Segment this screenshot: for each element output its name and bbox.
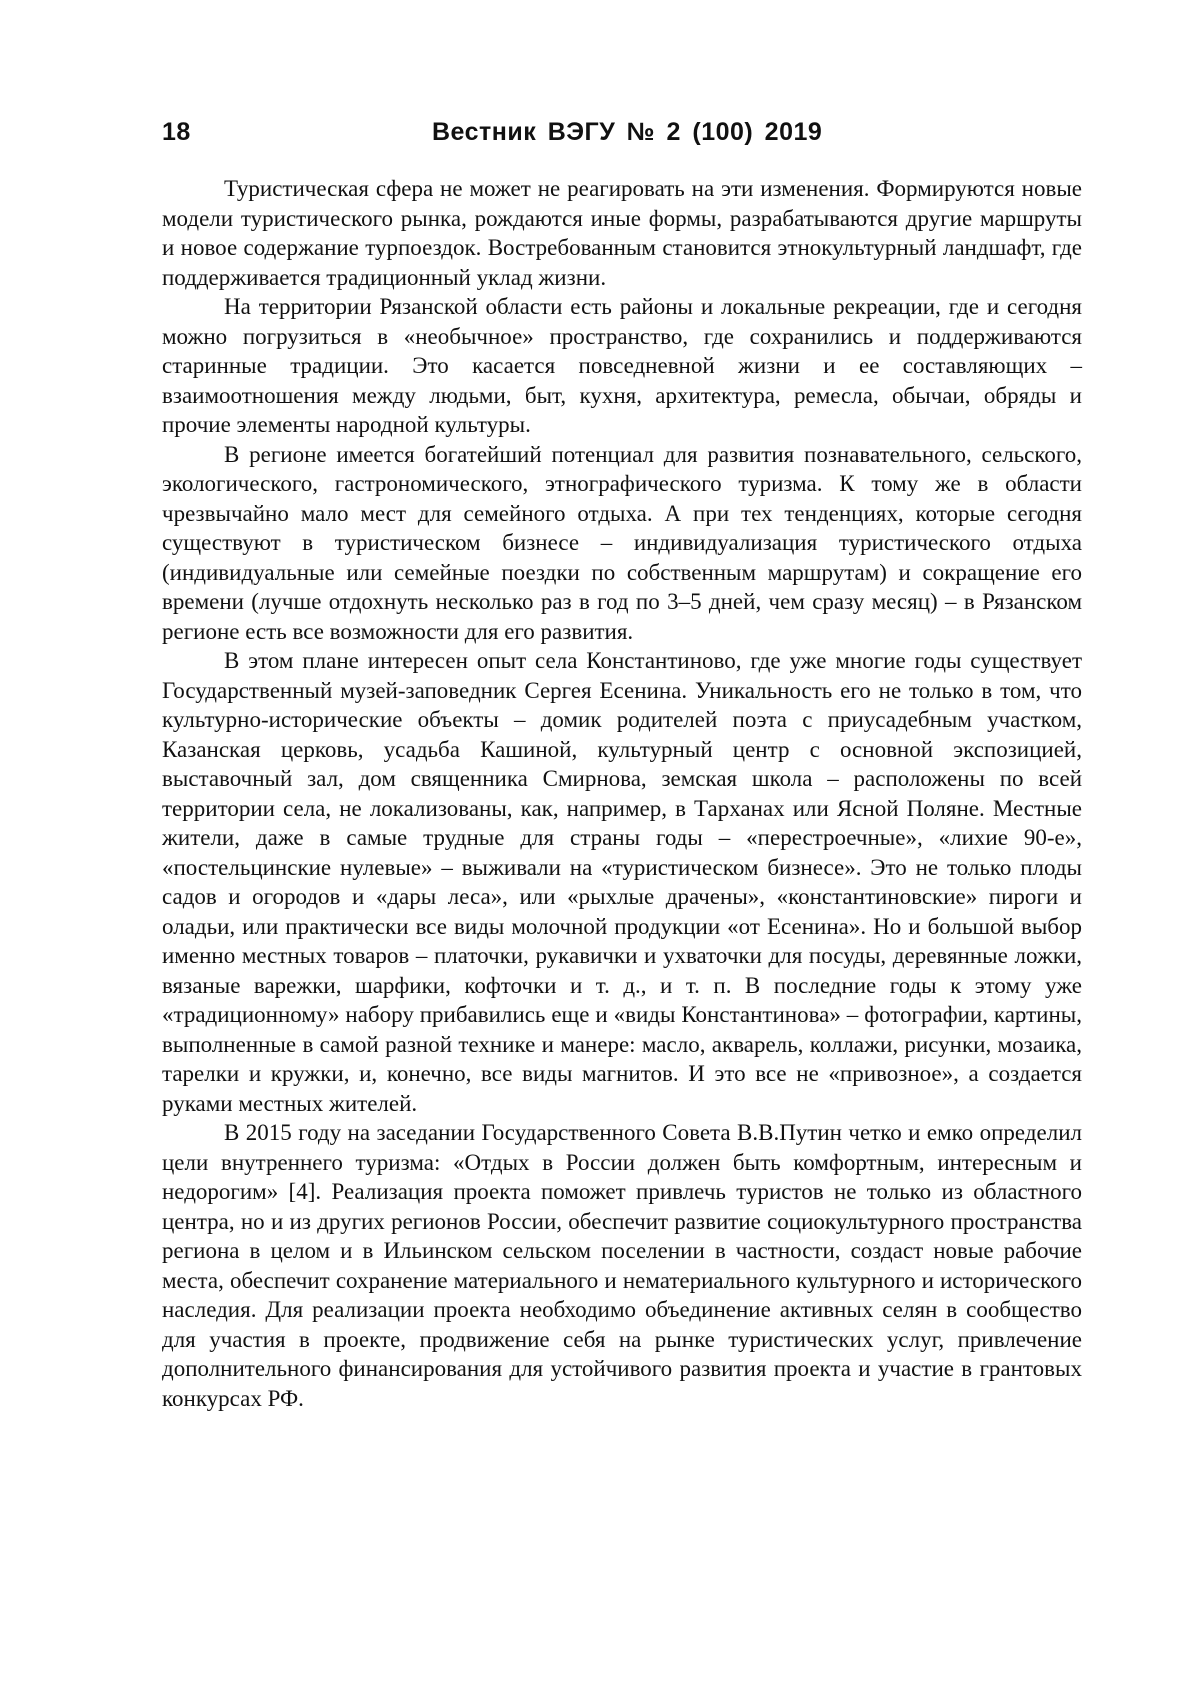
paragraph-4: В этом плане интересен опыт села Константиново, где уже многие годы существует Государственный музей-заповедник Сергея Есенина. Уникальность его не только в том, что культурно-исторические объекты – домик родителей поэта с приусадебным участком, Казанская церковь, усадьба Кашиной, культурный центр с основной экспозицией, выставочный зал, дом священника Смирнова, земская школа – расположены по всей территории села, не локализованы, как, например, в Тарханах или Ясной Поляне. Местные жители, даже в самые трудные для страны годы – «перестроечные», «лихие 90-е», «постельцинские нулевые» – выживали на «туристическом бизнесе». Это не только плоды садов и огородов и «дары леса», или «рыхлые драчены», «константиновские» пироги и оладьи, или практически все виды молочной продукции «от Есенина». Но и большой выбор именно местных товаров – платочки, рукавички и ухваточки для посуды, деревянные ложки, вязаные варежки, шарфики, кофточки и т. д., и т. п. В последние годы к этому уже «традиционному» набору прибавились еще и «виды Константинова» – фотографии, картины, выполненные в самой разной технике и манере: масло, акварель, коллажи, рисунки, мозаика, тарелки и кружки, и, конечно, все виды магнитов. И это все не «привозное», а создается руками местных жителей.	[162, 648, 1082, 1116]
page-number: 18	[162, 118, 191, 146]
paragraph-1: Туристическая сфера не может не реагировать на эти изменения. Формируются новые модели туристического рынка, рождаются иные формы, разрабатываются другие маршруты и новое содержание турпоездок. Востребованным становится этнокультурный ландшафт, где поддерживается традиционный уклад жизни.	[162, 176, 1082, 290]
running-header	[162, 112, 1082, 152]
paragraph-3: В регионе имеется богатейший потенциал для развития познавательного, сельского, экологического, гастрономического, этнографического туризма. К тому же в области чрезвычайно мало мест для семейного отдыха. А при тех тенденциях, которые сегодня существуют в туристическом бизнесе – индивидуализация туристического отдыха (индивидуальные или семейные поездки по собственным маршрутам) и сокращение его времени (лучше отдохнуть несколько раз в год по 3–5 дней, чем сразу месяц) – в Рязанском регионе есть все возможности для его развития.	[162, 441, 1082, 644]
paragraph-2: На территории Рязанской области есть районы и локальные рекреации, где и сегодня можно погрузиться в «необычное» пространство, где сохранились и поддерживаются старинные традиции. Это касается повседневной жизни и ее составляющих – взаимоотношения между людьми, быт, кухня, архитектура, ремесла, обычаи, обряды и прочие элементы народной культуры.	[162, 294, 1082, 437]
journal-title: Вестник ВЭГУ № 2 (100) 2019	[432, 118, 823, 146]
journal-page	[162, 112, 1082, 1413]
paragraph-5: В 2015 году на заседании Государственного Совета В.В.Путин четко и емко определил цели внутреннего туризма: «Отдых в России должен быть комфортным, интересным и недорогим» [4]. Реализация проекта поможет привлечь туристов не только из областного центра, но и из других регионов России, обеспечит развитие социокультурного пространства региона в целом и в Ильинском сельском поселении в частности, создаст новые рабочие места, обеспечит сохранение материального и нематериального культурного и исторического наследия. Для реализации проекта необходимо объединение активных селян в сообщество для участия в проекте, продвижение себя на рынке туристических услуг, привлечение дополнительного финансирования для устойчивого развития проекта и участие в грантовых конкурсах РФ.	[162, 1120, 1082, 1411]
article-body	[162, 174, 1082, 1413]
